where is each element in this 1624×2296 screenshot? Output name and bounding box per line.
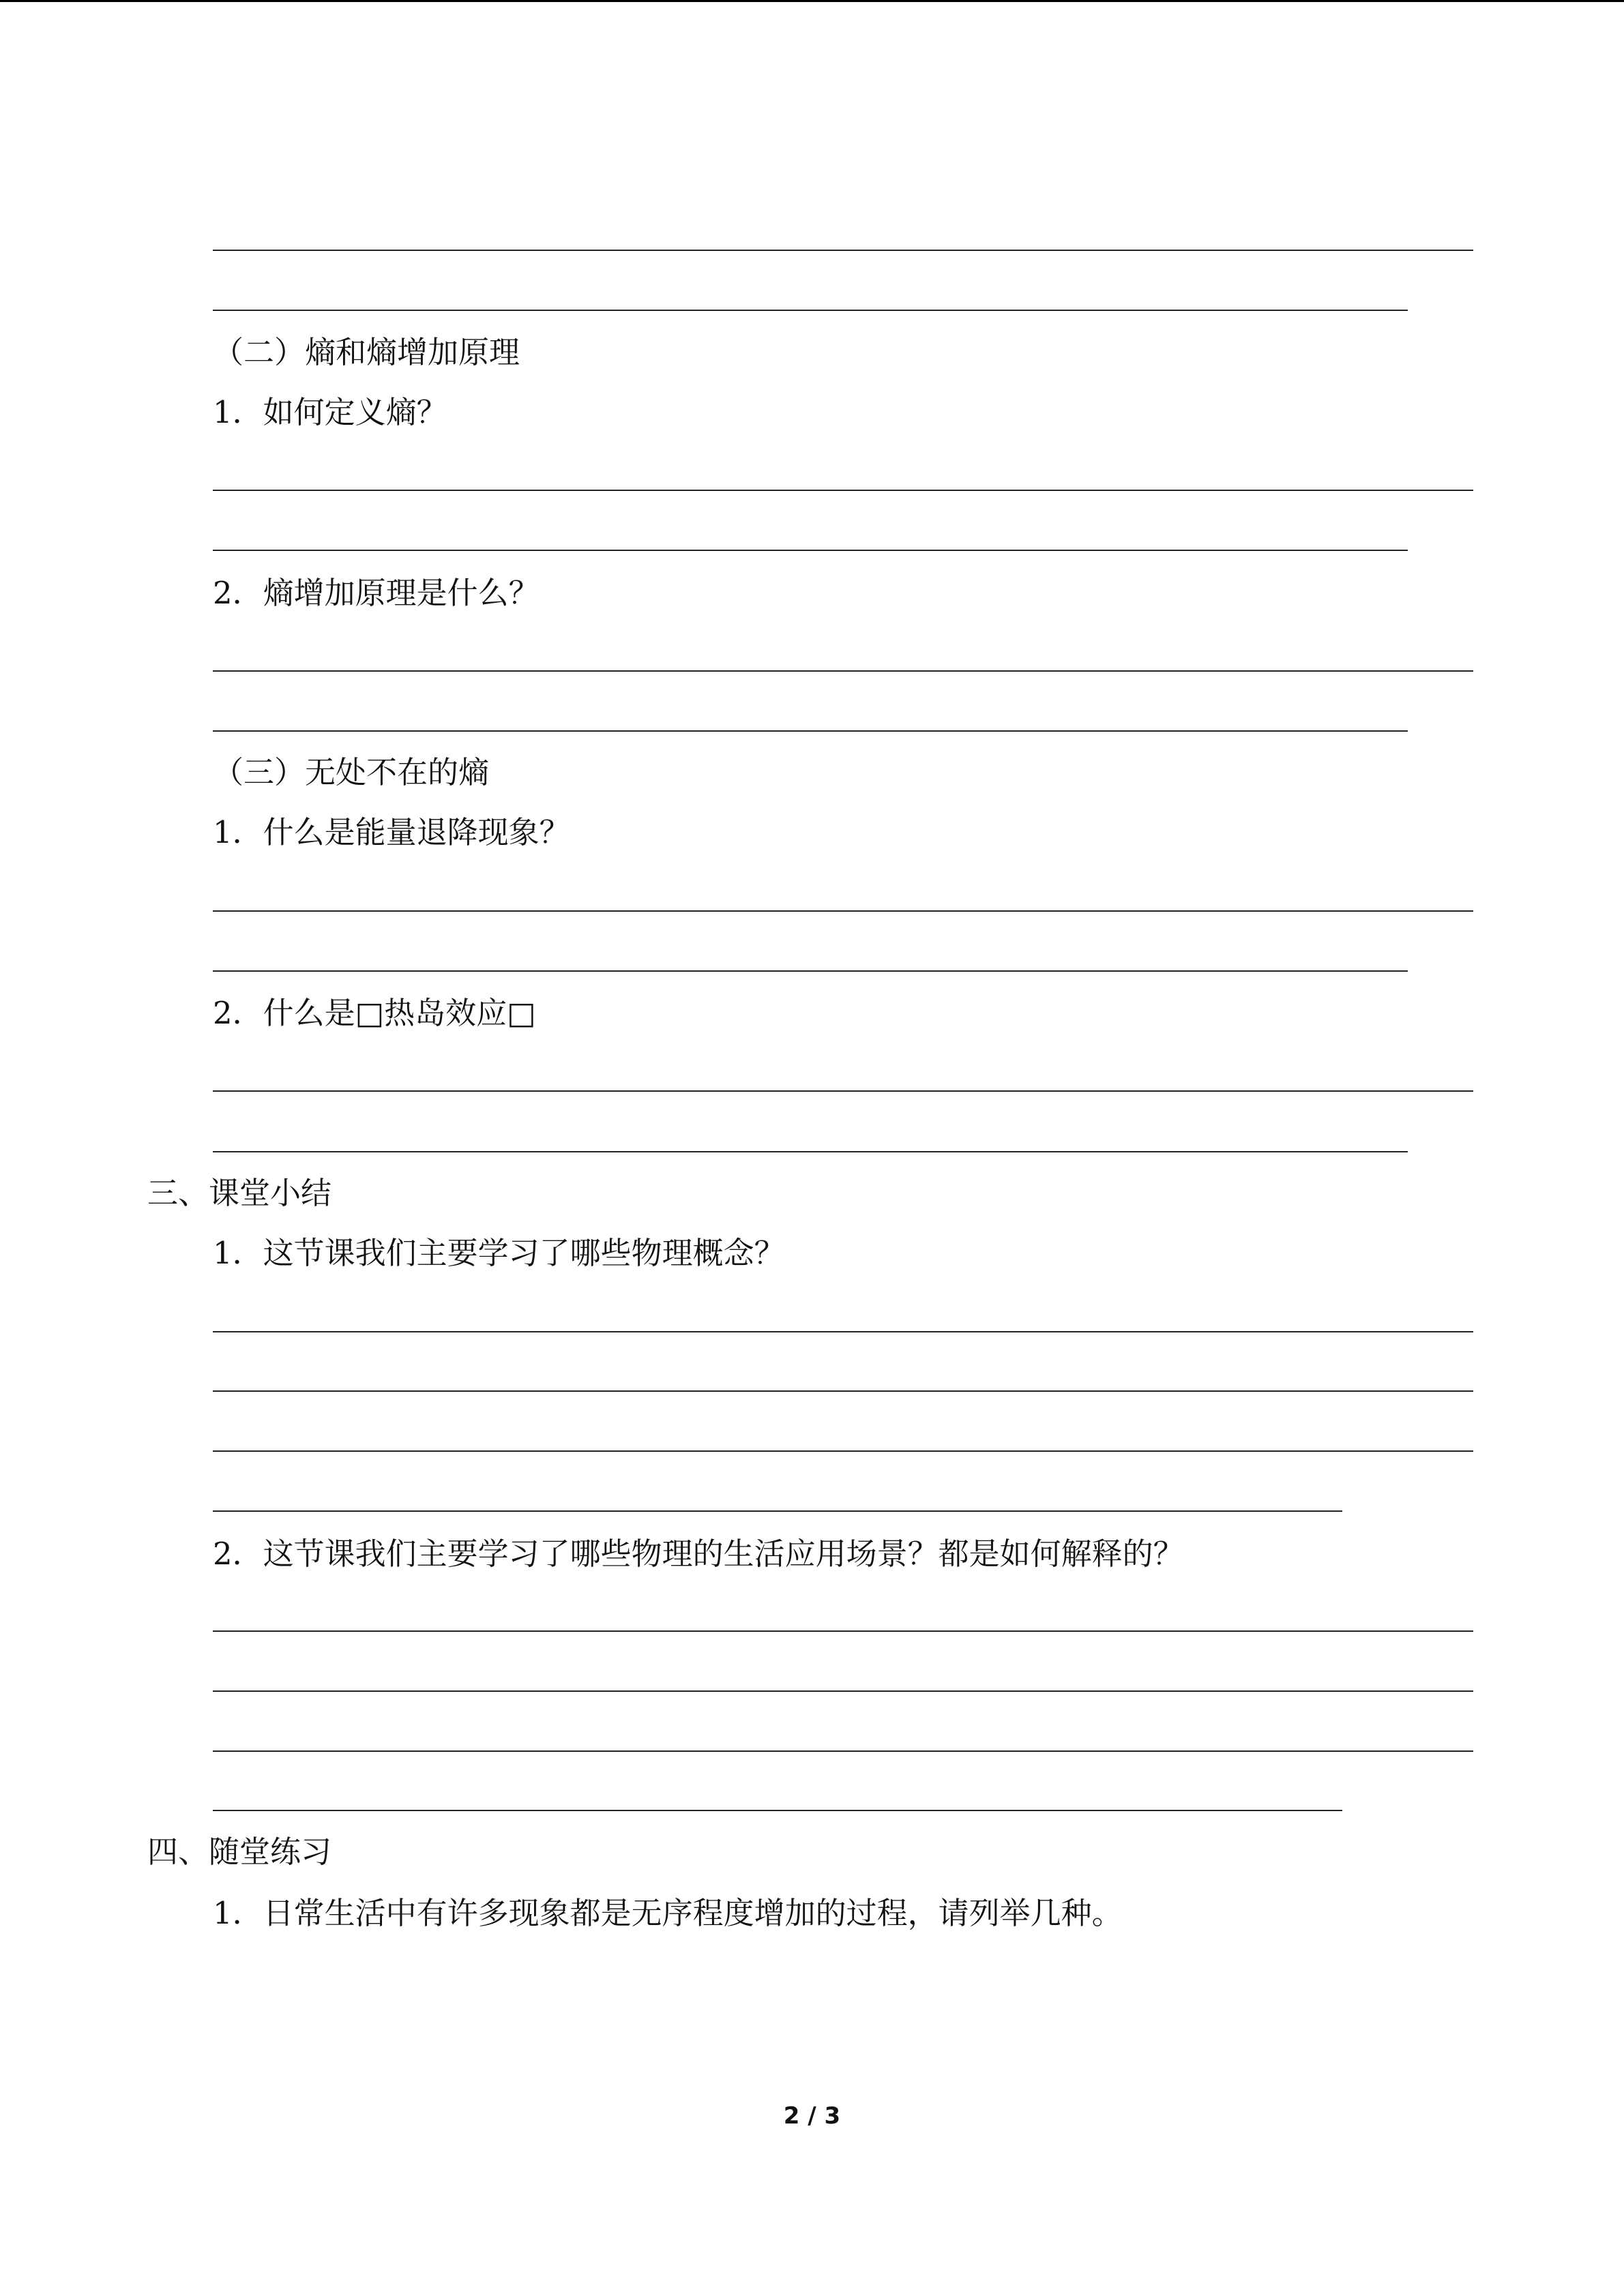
question-life-applications: 2．这节课我们主要学习了哪些物理的生活应用场景？都是如何解释的？ (213, 1536, 1184, 1572)
answer-line (213, 1331, 1473, 1332)
page-top-border (0, 0, 1624, 2)
answer-line (213, 670, 1473, 672)
answer-line (213, 490, 1473, 491)
answer-line (213, 1151, 1408, 1152)
answer-line (213, 1750, 1473, 1752)
question-disorder-examples: 1．日常生活中有许多现象都是无序程度增加的过程，请列举几种。 (213, 1895, 1123, 1931)
answer-line (213, 1510, 1342, 1512)
answer-line (213, 1390, 1473, 1392)
question-physics-concepts: 1．这节课我们主要学习了哪些物理概念？ (213, 1235, 785, 1271)
question-heat-island: 2．什么是□热岛效应□ (213, 995, 536, 1031)
page-number: 2 / 3 (783, 2102, 841, 2130)
answer-line (213, 730, 1408, 732)
answer-line (213, 250, 1473, 251)
answer-line (213, 1450, 1473, 1452)
answer-line (213, 1090, 1473, 1092)
question-energy-degradation: 1．什么是能量退降现象？ (213, 814, 570, 850)
section-heading-ubiquitous-entropy: （三）无处不在的熵 (213, 754, 490, 790)
answer-line (213, 1690, 1473, 1692)
question-entropy-principle: 2．熵增加原理是什么？ (213, 575, 540, 611)
answer-line (213, 1630, 1473, 1632)
section-heading-entropy-principle: （二）熵和熵增加原理 (213, 334, 520, 370)
answer-line (213, 310, 1408, 311)
question-define-entropy: 1．如何定义熵？ (213, 394, 447, 430)
section-heading-class-summary: 三、课堂小结 (147, 1175, 332, 1211)
answer-line (213, 550, 1408, 551)
section-heading-practice: 四、随堂练习 (147, 1834, 332, 1870)
answer-line (213, 910, 1473, 912)
answer-line (213, 1810, 1342, 1811)
answer-line (213, 970, 1408, 972)
